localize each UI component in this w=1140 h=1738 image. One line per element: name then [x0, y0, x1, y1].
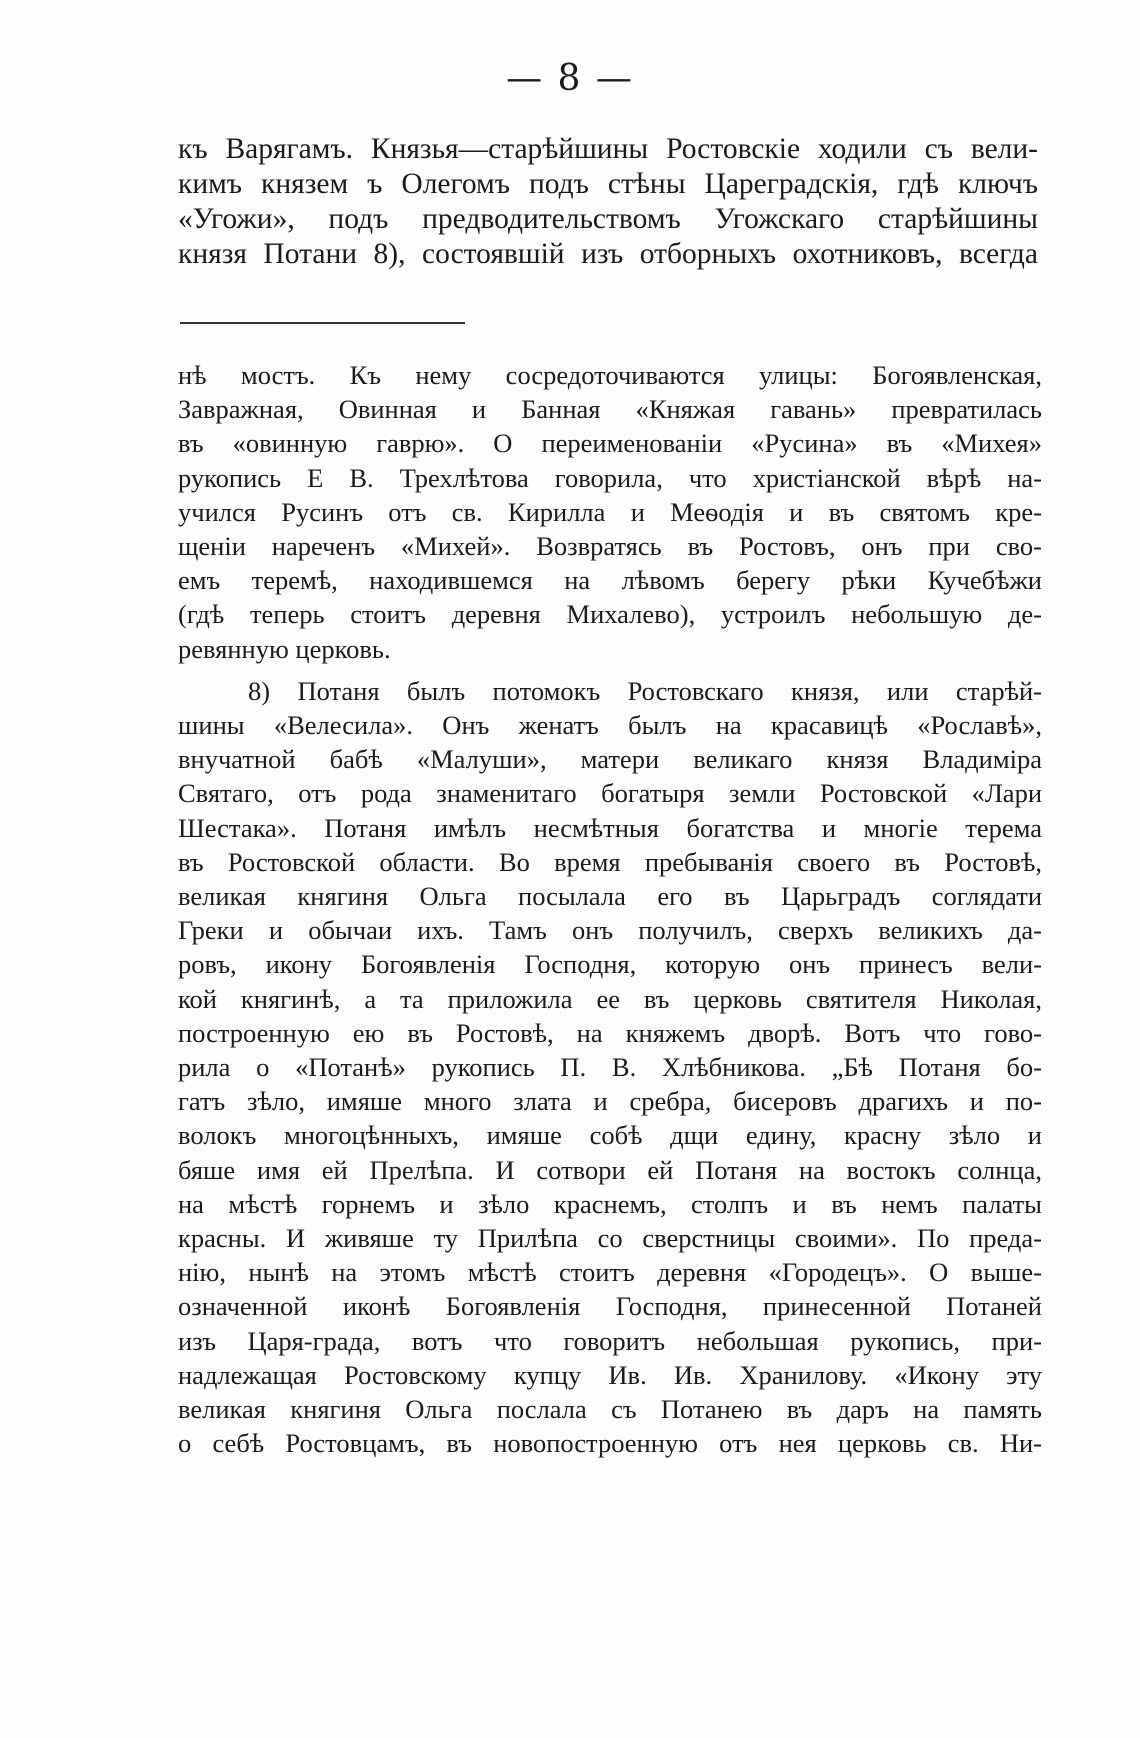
footnote-line: нію, нынѣ на этомъ мѣстѣ стоитъ деревня «Городецъ». О выше- [178, 1257, 1042, 1288]
footnote-line: о себѣ Ростовцамъ, въ новопостроенную отъ нея церковь св. Ни- [178, 1428, 1042, 1459]
footnote-line: красны. И живяше ту Прилѣпа со сверстницы своими». По преда- [178, 1223, 1042, 1254]
paragraph-gap [178, 666, 1042, 674]
footnote-line: великая княгиня Ольга послала съ Потанею въ даръ на память [178, 1394, 1042, 1425]
main-text-block [178, 132, 1038, 272]
footnote-line: Греки и обычаи ихъ. Тамъ онъ получилъ, сверхъ великихъ да- [178, 915, 1042, 946]
footnote-line: на мѣстѣ горнемъ и зѣло краснемъ, столпъ и въ немъ палаты [178, 1188, 1042, 1219]
footnote-line: внучатной бабѣ «Малуши», матери великаго князя Владиміра [178, 744, 1042, 775]
footnotes-block [178, 358, 1042, 1461]
footnote-line: Шестака». Потаня имѣлъ несмѣтныя богатства и многіе терема [178, 812, 1042, 843]
footnote-line: великая княгиня Ольга посылала его въ Царьградъ соглядати [178, 881, 1042, 912]
footnote-line: въ «овинную гаврю». О переименованіи «Русина» въ «Михея» [178, 428, 1042, 459]
footnote-line: рукопись Е В. Трехлѣтова говорила, что христіанской вѣрѣ на- [178, 462, 1042, 493]
footnote-line: (гдѣ теперь стоитъ деревня Михалево), устроилъ небольшую де- [178, 599, 1042, 630]
footnote-line: учился Русинъ отъ св. Кирилла и Меѳодія и въ святомъ кре- [178, 496, 1042, 527]
main-text-line: князя Потани 8), состоявшій изъ отборныхъ охотниковъ, всегда [178, 238, 1038, 270]
footnote-line: щеніи нареченъ «Михей». Возвратясь въ Ростовъ, онъ при сво- [178, 531, 1042, 562]
footnote-line: шины «Велесила». Онъ женатъ былъ на красавицѣ «Рославѣ», [178, 710, 1042, 741]
footnote-line: емъ теремѣ, находившемся на лѣвомъ берегу рѣки Кучебѣжи [178, 565, 1042, 596]
main-text-line: къ Варягамъ. Князья—старѣйшины Ростовскіе ходили съ вели- [178, 133, 1038, 165]
footnote-line: гатъ зѣло, имяше много злата и сребра, бисеровъ драгихъ и по- [178, 1086, 1042, 1117]
page-number: — 8 — [506, 58, 634, 99]
footnote-line: нѣ мостъ. Къ нему сосредоточиваются улицы: Богоявленская, [178, 360, 1042, 390]
footnote-line: бяше имя ей Прелѣпа. И сотвори ей Потаня на востокъ солнца, [178, 1154, 1042, 1185]
footnote-divider [180, 322, 465, 324]
main-text-line: кимъ князем ъ Олегомъ подъ стѣны Цареградскія, гдѣ ключъ [178, 168, 1038, 200]
footnote-line: надлежащая Ростовскому купцу Ив. Ив. Хранилову. «Икону эту [178, 1359, 1042, 1390]
footnote-line: изъ Царя-града, вотъ что говоритъ небольшая рукопись, при- [178, 1325, 1042, 1356]
footnote-line: ревянную церковь. [178, 633, 391, 664]
main-text-line: «Угожи», подъ предводительствомъ Угожскаго старѣйшины [178, 203, 1038, 235]
footnote-line: кой княгинѣ, а та приложила ее въ церковь святителя Николая, [178, 983, 1042, 1014]
footnote-line: Святаго, отъ рода знаменитаго богатыря земли Ростовской «Лари [178, 778, 1042, 809]
footnote-line: построенную ею въ Ростовѣ, на княжемъ дворѣ. Вотъ что гово- [178, 1017, 1042, 1048]
footnote-line: рила о «Потанѣ» рукопись П. В. Хлѣбникова. „Бѣ Потаня бо- [178, 1052, 1042, 1083]
footnote-line: означенной иконѣ Богоявленія Господня, принесенной Потаней [178, 1291, 1042, 1322]
footnote-line: Завражная, Овинная и Банная «Княжая гавань» превратилась [178, 394, 1042, 425]
footnote-line: волокъ многоцѣнныхъ, имяше собѣ дщи едину, красну зѣло и [178, 1120, 1042, 1151]
footnote-line: ровъ, икону Богоявленія Господня, которую онъ принесъ вели- [178, 949, 1042, 980]
footnote-line: въ Ростовской области. Во время пребыванія своего въ Ростовѣ, [178, 846, 1042, 877]
footnote-8-first-line: 8) Потаня былъ потомокъ Ростовскаго князя, или старѣй- [248, 675, 1042, 706]
